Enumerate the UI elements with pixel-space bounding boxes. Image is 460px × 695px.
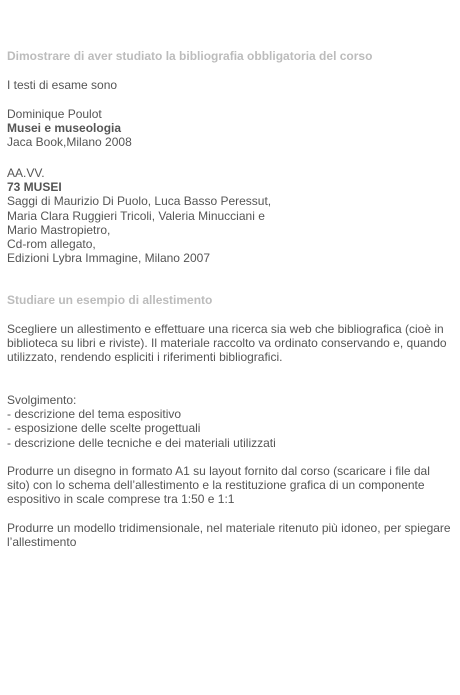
svolgimento-list — [7, 393, 276, 450]
book-detail-line: Cd-rom allegato, — [7, 237, 96, 252]
list-item: - descrizione delle tecniche e dei materiali utilizzati — [7, 435, 276, 450]
book-publisher: Jaca Book,Milano 2008 — [7, 135, 132, 150]
list-item: - esposizione delle scelte progettuali — [7, 421, 201, 436]
book-detail-line: Maria Clara Ruggieri Tricoli, Valeria Minucciani e — [7, 208, 265, 223]
book-entry-73-musei — [7, 166, 271, 265]
modello-paragraph: Produrre un modello tridimensionale, nel materiale ritenuto più idoneo, per spiegare l’allestimento — [7, 521, 451, 550]
list-item: - descrizione del tema espositivo — [7, 407, 182, 422]
book-title: Musei e museologia — [7, 121, 122, 136]
book-detail-line: Edizioni Lybra Immagine, Milano 2007 — [7, 251, 210, 266]
ricerca-paragraph: Scegliere un allestimento e effettuare una ricerca sia web che bibliografica (cioè in biblioteca su libri e riviste). Il materiale raccolto va ordinato conservando e, quando utilizzato, rendendo espliciti i riferimenti bibliografici. — [7, 322, 447, 365]
book-entry-poulot — [7, 107, 132, 150]
book-detail-line: Saggi di Maurizio Di Puolo, Luca Basso Peressut, — [7, 194, 272, 209]
book-author: AA.VV. — [7, 166, 45, 180]
section-heading-bibliografia: Dimostrare di aver studiato la bibliografia obbligatoria del corso — [7, 49, 373, 63]
disegno-paragraph: Produrre un disegno in formato A1 su layout fornito dal corso (scaricare i file dal sito) con lo schema dell’allestimento e la restituzione grafica di un componente espositivo in scale comprese tra 1:50 e 1:1 — [7, 464, 430, 507]
section-heading-allestimento: Studiare un esempio di allestimento — [7, 293, 213, 307]
intro-text: I testi di esame sono — [7, 78, 118, 92]
book-detail-line: Mario Mastropietro, — [7, 222, 111, 237]
book-author: Dominique Poulot — [7, 107, 102, 121]
book-title: 73 MUSEI — [7, 180, 62, 195]
svolgimento-label: Svolgimento: — [7, 393, 77, 407]
